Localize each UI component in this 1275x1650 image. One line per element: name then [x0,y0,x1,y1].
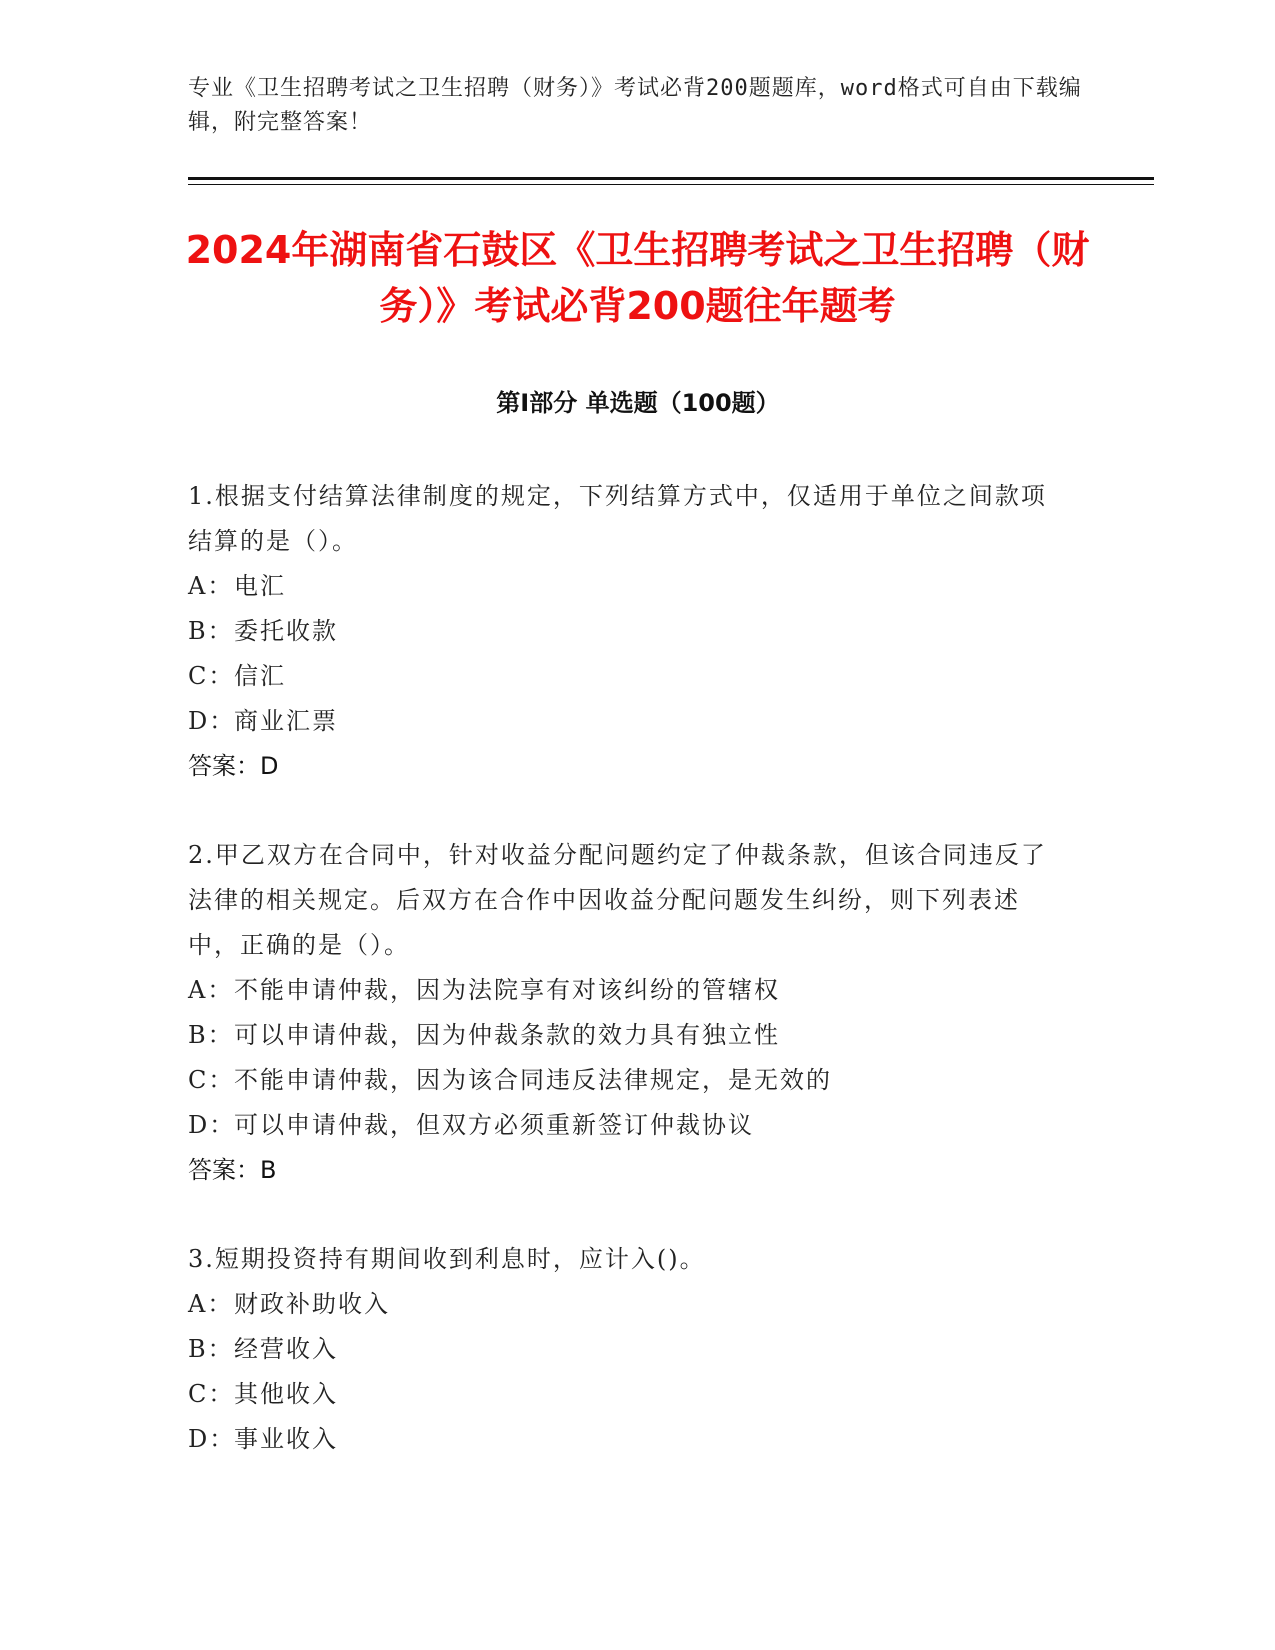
option-a [188,968,1068,1013]
question-list [188,474,1068,1506]
question-stem: 3.短期投资持有期间收到利息时，应计入()。 [188,1245,706,1273]
option-key: C： [188,662,235,690]
option-c [188,1372,1068,1417]
header-divider-thick [188,177,1154,180]
option-c [188,1058,1068,1103]
option-key: A： [188,976,234,1004]
option-b [188,1327,1068,1372]
answer-label: 答案：B [188,1156,277,1184]
question-1 [188,474,1068,789]
option-key: C： [188,1066,235,1094]
option-d [188,699,1068,744]
header-divider-thin [188,184,1154,185]
header-note: 专业《卫生招聘考试之卫生招聘（财务）》考试必背200题题库，word格式可自由下载编辑，附完整答案！ [188,76,1082,135]
option-text: 其他收入 [234,1380,338,1408]
option-text: 财政补助收入 [234,1290,390,1318]
question-2 [188,833,1068,1193]
option-b [188,1013,1068,1058]
option-key: C： [188,1380,235,1408]
question-stem: 1.根据支付结算法律制度的规定，下列结算方式中，仅适用于单位之间款项结算的是（）。 [188,482,1047,555]
option-text: 事业收入 [234,1425,338,1453]
option-a [188,1282,1068,1327]
option-key: B： [188,1335,234,1363]
option-b [188,609,1068,654]
option-key: B： [188,1021,234,1049]
option-text: 经营收入 [234,1335,338,1363]
option-d [188,1417,1068,1462]
option-key: A： [188,1290,234,1318]
option-text: 商业汇票 [234,707,338,735]
option-text: 电汇 [234,572,286,600]
question-3 [188,1237,1068,1462]
option-text: 可以申请仲裁，但双方必须重新签订仲裁协议 [234,1111,754,1139]
option-key: B： [188,617,234,645]
option-c [188,654,1068,699]
option-key: D： [188,1425,236,1453]
option-d [188,1103,1068,1148]
question-stem: 2.甲乙双方在合同中，针对收益分配问题约定了仲裁条款，但该合同违反了法律的相关规定。后双方在合作中因收益分配问题发生纠纷，则下列表述中，正确的是（）。 [188,841,1047,959]
document-title: 2024年湖南省石鼓区《卫生招聘考试之卫生招聘（财务）》考试必背200题往年题考 [185,228,1090,328]
option-text: 可以申请仲裁，因为仲裁条款的效力具有独立性 [234,1021,780,1049]
option-text: 不能申请仲裁，因为该合同违反法律规定，是无效的 [234,1066,832,1094]
option-key: A： [188,572,234,600]
option-a [188,564,1068,609]
section-title: 第Ⅰ部分 单选题（100题） [496,389,780,417]
option-key: D： [188,1111,236,1139]
option-text: 不能申请仲裁，因为法院享有对该纠纷的管辖权 [234,976,780,1004]
answer-label: 答案：D [188,752,279,780]
option-key: D： [188,707,236,735]
option-text: 信汇 [234,662,286,690]
option-text: 委托收款 [234,617,338,645]
